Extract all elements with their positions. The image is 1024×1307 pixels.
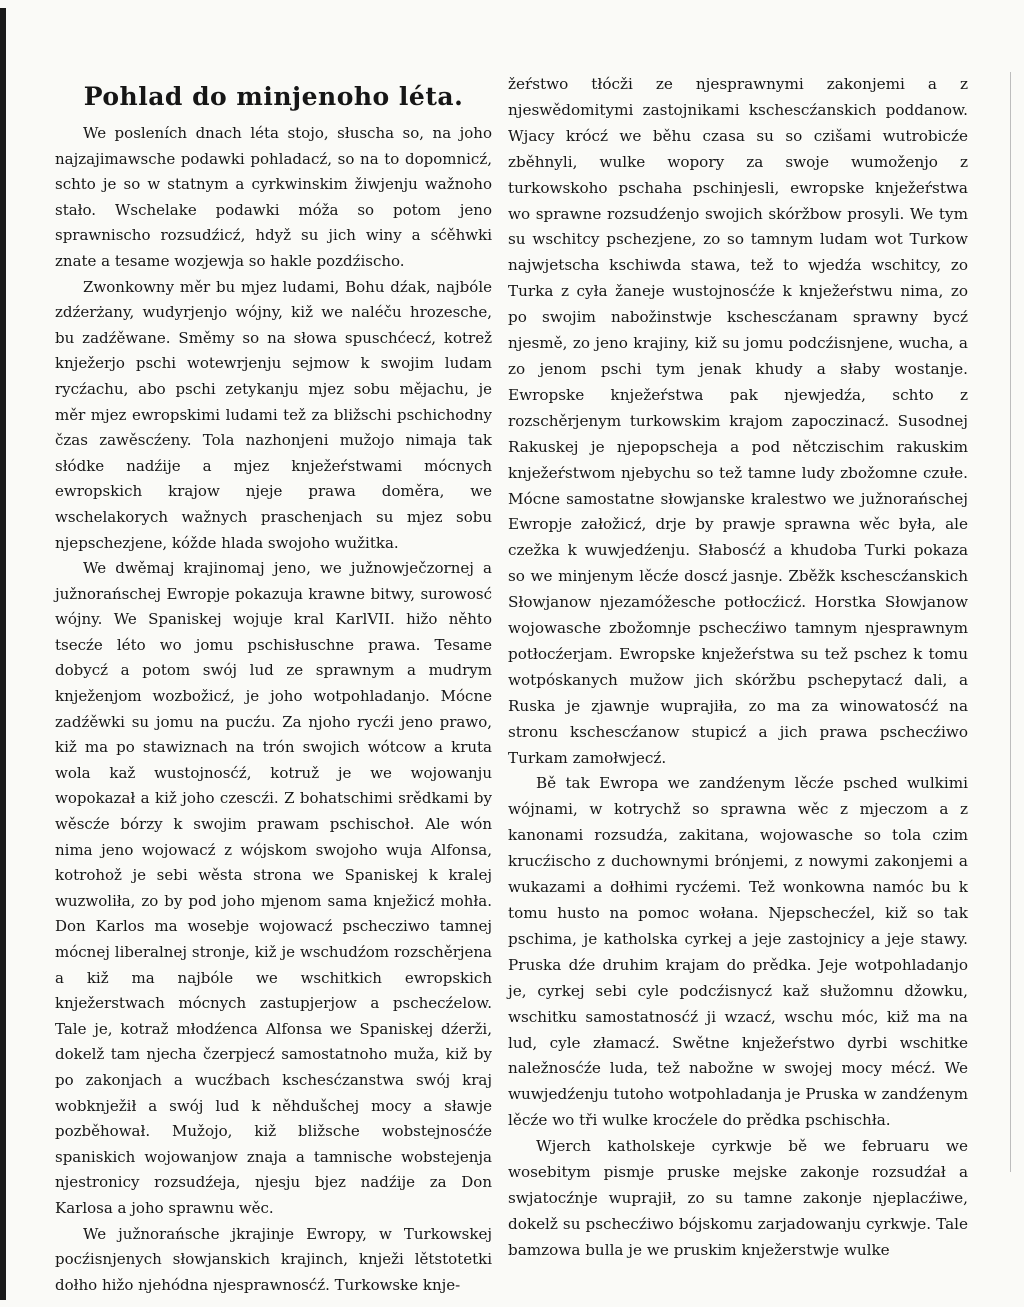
page-edge-shadow bbox=[1010, 72, 1011, 1172]
paragraph-continued: žeŕstwo tłócži ze njesprawnymi zakonjemi a z njeswědomitymi zastojnikami kschescźanskich poddanow. Wjacy krócź we běhu czasa su so czišami wutrobicźe zběhnyli, wulke wopory za swoje wumoženjo z turkowskoho pschaha pschinjesli, ewropske knježeŕstwa wo sprawne rozsudźenjo swojich skóržbow prosyli. We tym su wschitcy pschezjene, zo so tamnym ludam wot Turkow najwjetscha kschiwda stawa, tež to wjedźa wschitcy, zo Turka z cyła žaneje wustojnosćźe k knježeŕstwu nima, zo po swojim nabožinstwje kschescźanam sprawny bycź njesmě, zo jeno krajiny, kiž su jomu podcźisnjene, wucha, a zo jenom pschi tym jenak khudy a słaby wostanje. Ewropske knježeŕstwa pak njewjedźa, schto z rozschěrjenym turkowskim krajom zapoczinacź. Susodnej Rakuskej je njepopscheja a pod nětczischim rakuskim knježeŕstwom njebychu so tež tamne ludy zbožomne czułe. Mócne samostatne słowjanske kralestwo we južnorańschej Ewropje załožicź, drje by prawje sprawna wěc była, ale czežka k wuwjedźenju. Słabosćź a khudoba Turki pokaza so we minjenym lěcźe doscź jasnje. Zběžk kschescźanskich Słowjanow njezamóžesche potłocźicź. Horstka Słowjanow wojowasche zbožomnje pschecźiwo tamnym njesprawnym potłocźerjam. Ewropske knježeŕstwa su tež pschez k tomu wotpóskanych mužow jich skóržbu pschepytacź dali, a Ruska je zjawnje wuprajiła, zo ma za winowatosćź na stronu kschescźanow stupicź a jich prawa pschecźiwo Turkam zamołwjecź. bbox=[508, 75, 968, 767]
paragraph: We posleních dnach léta stojo, słuscha so, na joho najzajimawsche podawki pohladacź, so na to dopomnicź, schto je so w statnym a cyrkwinskim žiwjenju wažnoho stało. Wschelake podawki móža so potom jeno sprawnischo rozsudźicź, hdyž su jich winy a sćěhwki znate a tesame wozjewja so hakle pozdźischo. bbox=[55, 124, 492, 270]
page-edge-rule bbox=[0, 8, 6, 1300]
left-column bbox=[55, 80, 492, 1298]
paragraph: Zwonkowny měr bu mjez ludami, Bohu dźak, najbóle zdźerżany, wudyrjenjo wójny, kiž we naléču hrozesche, bu zadźěwane. Směmy so na słowa spuschćecź, kotrež knježerjo pschi wotewrjenju sejmow k swojim ludam rycźachu, abo pschi zetykanju mjez sobu mějachu, je měr mjez ewropskimi ludami tež za bližschi pschichodny čzas zawěscźeny. Tola nazhonjeni mužojo nimaja tak słódke nadźije a mjez knježeŕstwami mócnych ewropskich krajow njeje prawa doměra, we wschelakorych wažnych praschenjach su mjez sobu njepschezjene, kóžde hlada swojoho wužitka. bbox=[55, 277, 492, 552]
paragraph: Wjerch katholskeje cyrkwje bě we februaru we wosebitym pismje pruske mejske zakonje rozsudźał a swjatocźnje wuprajił, zo su tamne zakonje njeplacźiwe, dokelž su pschecźiwo bójskomu zarjadowanju cyrkwje. Tale bamzowa bulla je we pruskim knježerstwje wulke bbox=[508, 1137, 968, 1259]
article-title: Pohlad do minjenoho léta. bbox=[83, 82, 464, 111]
paragraph: We dwěmaj krajinomaj jeno, we južnowječzornej a južnorańschej Ewropje pokazuja krawne bitwy, surowosć wójny. We Spaniskej wojuje kral KarlVII. hižo něhto tsecźe léto wo jomu pschisłuschne prawa. Tesame dobycź a potom swój lud ze sprawnym a mudrym knježenjom wozbožicź, je joho wotpohladanjo. Mócne zadźěwki su jomu na pucźu. Za njoho rycźi jeno prawo, kiž ma po stawiznach na trón swojich wótcow a kruta wola kaž wustojnosćź, kotruž je we wojowanju wopokazał a kiž joho czescźi. Z bohatschimi srědkami by wěscźe bórzy k swojim prawam pschischoł. Ale wón nima jeno wojowacź z wójskom swojoho wuja Alfonsa, kotrohož je sebi wěsta strona we Spaniskej k kralej wuzwoliła, zo by pod joho mjenom sama knježicź mohła. Don Karlos ma wosebje wojowacź pschecziwo tamnej mócnej liberalnej stronje, kiž je wschudźom rozschěrjena a kiž ma najbóle we wschitkich ewropskich knježerstwach mócnych zastupjerjow a pschecźelow. Tale je, kotraž młodźenca Alfonsa we Spaniskej dźerži, dokelž tam njecha čzerpjecź samostatnoho muža, kiž by po zakonjach a wucźbach kschesćzanstwa swój kraj wobknježił a swój lud k něhdušchej mocy a sławje pozběhował. Mužojo, kiž bližsche wobstejnosćźe spaniskich wojowanjow znaja a tamnische wobstejenja njestronicy rozsudźeja, njesju bjez nadźije za Don Karlosa a joho sprawnu wěc. bbox=[55, 559, 492, 1217]
right-column bbox=[508, 72, 968, 1264]
paragraph: We južnorańsche jkrajinje Ewropy, w Turkowskej pocźisnjenych słowjanskich krajinch, knježi lětstotetki dołho hižo njehódna njesprawnosćź. Turkowske knje- bbox=[55, 1224, 492, 1294]
paragraph: Bě tak Ewropa we zandźenym lěcźe psched wulkimi wójnami, w kotrychž so sprawna wěc z mjeczom a z kanonami rozsudźa, zakitana, wojowasche so tola czim krucźischo z duchownymi brónjemi, z nowymi zakonjemi a wukazami a dołhimi rycźemi. Tež wonkowna namóc bu k tomu husto na pomoc wołana. Njepschecźel, kiž so tak pschima, je katholska cyrkej a jeje zastojnicy a jeje stawy. Pruska dźe druhim krajam do prědka. Jeje wotpohladanjo je, cyrkej sebi cyle podcźisnycź kaž słužomnu džowku, wschitku samostatnosćź ji wzacź, wschu móc, kiž ma na lud, cyle złamacź. Swětne knježeŕstwo dyrbi wschitke naležnosćźe luda, tež nabožne w swojej mocy mécź. We wuwjedźenju tutoho wotpohladanja je Pruska w zandźenym lěcźe wo tři wulke krocźele do prědka pschischła. bbox=[508, 774, 968, 1130]
